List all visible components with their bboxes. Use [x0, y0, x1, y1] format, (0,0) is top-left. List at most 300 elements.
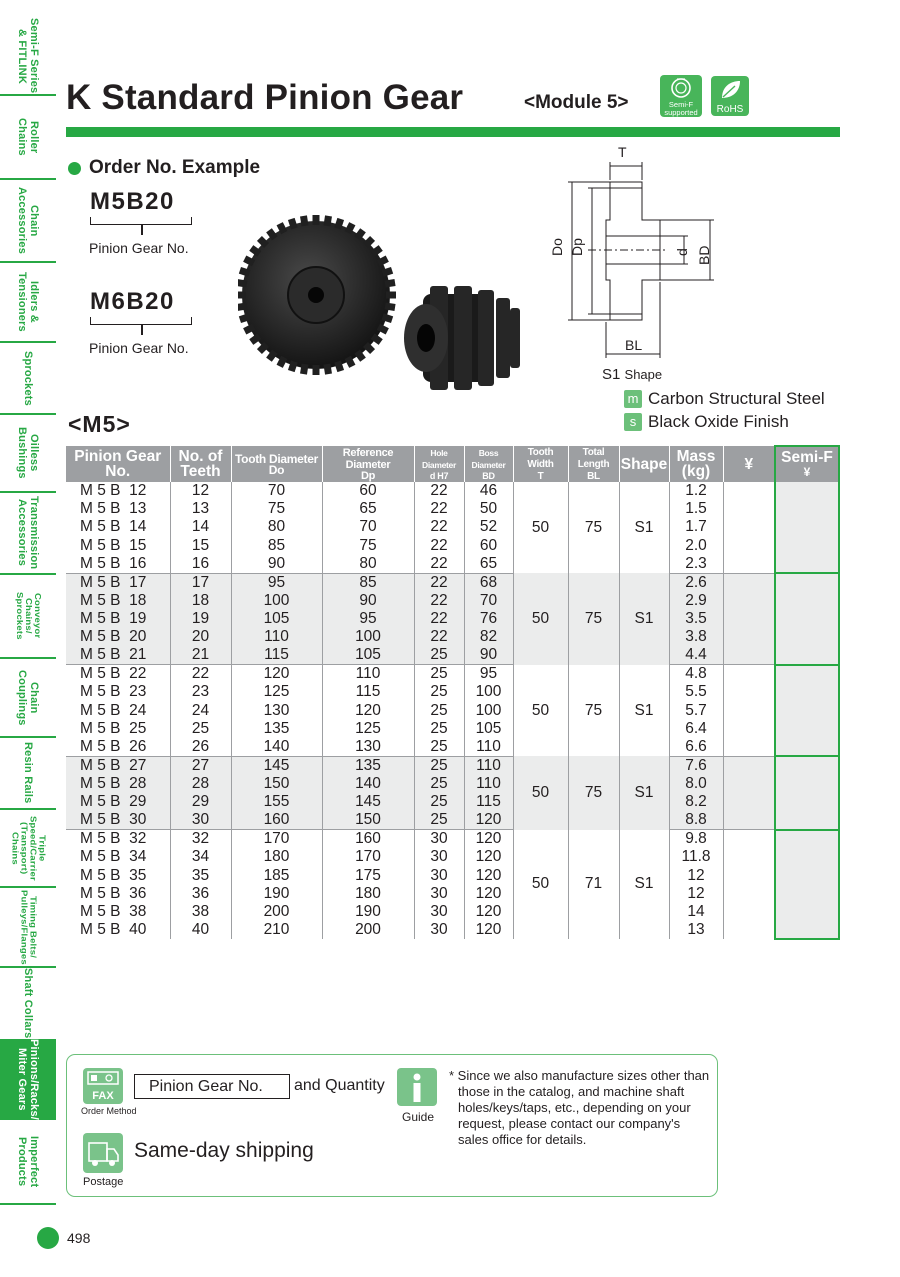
bracket-stem [141, 325, 143, 335]
cell-teeth: 25 [170, 720, 231, 738]
col-boss-diameter: Boss Diameter BD [464, 446, 513, 482]
cell-hole-diameter: 22 [414, 592, 464, 610]
cell-boss-diameter: 120 [464, 921, 513, 939]
cell-reference-diameter: 120 [322, 702, 414, 720]
cell-tooth-diameter: 190 [231, 885, 322, 903]
fax-caption: Order Method [81, 1106, 137, 1116]
cell-pinion-gear-no: M 5 B 14 [66, 518, 170, 536]
cell-semi-f-price [775, 518, 839, 536]
col-teeth: No. of Teeth [170, 446, 231, 482]
cell-teeth: 19 [170, 610, 231, 628]
dim-d: d [674, 248, 690, 256]
col-total-length: Total Length BL [568, 446, 619, 482]
cell-price [723, 702, 775, 720]
cell-tooth-diameter: 125 [231, 683, 322, 701]
table-row [66, 518, 839, 536]
shape-legend: S1 Shape [602, 366, 663, 383]
cell-boss-diameter: 100 [464, 702, 513, 720]
semi-f-badge: Semi-F supported [660, 75, 702, 117]
cell-tooth-diameter: 110 [231, 628, 322, 646]
cell-mass: 6.6 [669, 738, 723, 757]
cell-boss-diameter: 120 [464, 811, 513, 830]
cell-price [723, 610, 775, 628]
cell-pinion-gear-no: M 5 B 20 [66, 628, 170, 646]
cell-pinion-gear-no: M 5 B 16 [66, 555, 170, 574]
cell-reference-diameter: 100 [322, 628, 414, 646]
cell-boss-diameter: 52 [464, 518, 513, 536]
cell-hole-diameter: 22 [414, 500, 464, 518]
cell-hole-diameter: 25 [414, 646, 464, 665]
cell-pinion-gear-no: M 5 B 25 [66, 720, 170, 738]
sidebar-tab-label: Chain Couplings [16, 669, 40, 726]
cell-boss-diameter: 60 [464, 537, 513, 555]
cell-mass: 1.2 [669, 482, 723, 500]
cell-reference-diameter: 60 [322, 482, 414, 500]
cell-tooth-diameter: 105 [231, 610, 322, 628]
cell-hole-diameter: 30 [414, 903, 464, 921]
table-row [66, 720, 839, 738]
module-label: <Module 5> [524, 92, 629, 113]
cell-tooth-diameter: 170 [231, 830, 322, 849]
cell-price [723, 903, 775, 921]
cell-tooth-diameter: 70 [231, 482, 322, 500]
cell-tooth-diameter: 135 [231, 720, 322, 738]
cell-hole-diameter: 30 [414, 848, 464, 866]
cell-t: 50 [513, 573, 568, 665]
cell-hole-diameter: 22 [414, 573, 464, 592]
sidebar-tab-label: Transmission Accessories [16, 496, 40, 570]
code-bracket-1 [90, 217, 192, 225]
cell-price [723, 866, 775, 884]
cell-price [723, 628, 775, 646]
cell-tooth-diameter: 145 [231, 756, 322, 775]
table-row [66, 628, 839, 646]
cell-price [723, 738, 775, 757]
cell-semi-f-price [775, 811, 839, 830]
cell-tooth-diameter: 140 [231, 738, 322, 757]
material-carbon-steel: m Carbon Structural Steel [624, 389, 825, 409]
cell-bl: 75 [568, 482, 619, 573]
sidebar-tab[interactable] [0, 1120, 56, 1205]
cell-hole-diameter: 22 [414, 482, 464, 500]
cell-price [723, 848, 775, 866]
cell-boss-diameter: 120 [464, 848, 513, 866]
cell-reference-diameter: 135 [322, 756, 414, 775]
dim-BL: BL [625, 337, 643, 353]
sidebar-tab[interactable] [0, 493, 56, 575]
cell-hole-diameter: 22 [414, 555, 464, 574]
cell-teeth: 26 [170, 738, 231, 757]
order-code-1: M5B20 [90, 188, 175, 215]
cell-semi-f-price [775, 830, 839, 849]
cell-reference-diameter: 140 [322, 775, 414, 793]
table-group [66, 665, 839, 757]
cell-tooth-diameter: 180 [231, 848, 322, 866]
cell-semi-f-price [775, 738, 839, 757]
cell-semi-f-price [775, 775, 839, 793]
table-row [66, 646, 839, 665]
sidebar-tab-label: Resin Rails [22, 742, 34, 804]
cell-pinion-gear-no: M 5 B 36 [66, 885, 170, 903]
table-row [66, 683, 839, 701]
sidebar-tab[interactable] [0, 810, 56, 888]
cell-semi-f-price [775, 628, 839, 646]
table-group [66, 482, 839, 573]
cell-reference-diameter: 115 [322, 683, 414, 701]
col-semi-f-price: Semi-F ¥ [775, 446, 839, 482]
cell-reference-diameter: 70 [322, 518, 414, 536]
cell-reference-diameter: 75 [322, 537, 414, 555]
table-row [66, 811, 839, 830]
cell-teeth: 40 [170, 921, 231, 939]
cell-bl: 71 [568, 830, 619, 939]
cell-semi-f-price [775, 756, 839, 775]
code-label-1: Pinion Gear No. [89, 240, 189, 256]
same-day-shipping-label: Same-day shipping [134, 1139, 314, 1162]
cell-semi-f-price [775, 903, 839, 921]
cell-boss-diameter: 120 [464, 903, 513, 921]
cell-pinion-gear-no: M 5 B 30 [66, 811, 170, 830]
bullet-dot [68, 162, 81, 175]
cell-mass: 2.3 [669, 555, 723, 574]
cell-tooth-diameter: 160 [231, 811, 322, 830]
cell-mass: 6.4 [669, 720, 723, 738]
semi-f-coin-icon [660, 75, 702, 99]
cell-pinion-gear-no: M 5 B 38 [66, 903, 170, 921]
sidebar-tab-label: Roller Chains [16, 118, 40, 156]
table-row [66, 756, 839, 775]
cell-mass: 12 [669, 885, 723, 903]
dim-Do: Do [549, 238, 565, 256]
cell-reference-diameter: 65 [322, 500, 414, 518]
cell-boss-diameter: 68 [464, 573, 513, 592]
sidebar-tab[interactable] [0, 343, 56, 415]
sidebar-tab[interactable] [0, 659, 56, 738]
cell-reference-diameter: 125 [322, 720, 414, 738]
dim-Dp: Dp [569, 238, 585, 256]
cell-tooth-diameter: 90 [231, 555, 322, 574]
cell-teeth: 17 [170, 573, 231, 592]
table-row [66, 573, 839, 592]
cell-bl: 75 [568, 665, 619, 757]
code-bracket-2 [90, 317, 192, 325]
order-method-box [66, 1054, 718, 1197]
cell-teeth: 21 [170, 646, 231, 665]
cell-hole-diameter: 30 [414, 830, 464, 849]
cell-teeth: 22 [170, 665, 231, 684]
cell-tooth-diameter: 75 [231, 500, 322, 518]
table-header-row [66, 446, 839, 482]
sidebar-tab-label: Imperfect Products [16, 1135, 40, 1188]
sidebar-tab-label: Chain Accessories [16, 186, 40, 255]
cell-reference-diameter: 105 [322, 646, 414, 665]
cell-t: 50 [513, 665, 568, 757]
col-price: ¥ [723, 446, 775, 482]
cell-reference-diameter: 85 [322, 573, 414, 592]
sidebar-tab[interactable] [0, 96, 56, 180]
custom-order-note: * Since we also manufacture sizes other than those in the catalog, and machine shaft holes/keys/taps, etc., depending on your request, please contact our company's sales office for details. [449, 1068, 710, 1147]
cell-semi-f-price [775, 646, 839, 665]
cell-boss-diameter: 90 [464, 646, 513, 665]
cell-boss-diameter: 50 [464, 500, 513, 518]
cell-hole-diameter: 25 [414, 665, 464, 684]
cell-hole-diameter: 22 [414, 610, 464, 628]
svg-text:FAX: FAX [92, 1090, 114, 1102]
large-gear [238, 215, 396, 375]
cell-shape: S1 [619, 830, 669, 939]
table-row [66, 830, 839, 849]
cell-t: 50 [513, 830, 568, 939]
sidebar-tab[interactable] [0, 738, 56, 810]
cell-teeth: 32 [170, 830, 231, 849]
cell-boss-diameter: 110 [464, 738, 513, 757]
cell-hole-diameter: 30 [414, 921, 464, 939]
cell-shape: S1 [619, 482, 669, 573]
cell-tooth-diameter: 80 [231, 518, 322, 536]
cell-mass: 5.5 [669, 683, 723, 701]
cell-price [723, 885, 775, 903]
col-pinion-gear: Pinion Gear No. [66, 446, 170, 482]
guide-info-icon [397, 1068, 437, 1106]
cell-price [723, 646, 775, 665]
cell-semi-f-price [775, 573, 839, 592]
cell-mass: 8.2 [669, 793, 723, 811]
table-row [66, 848, 839, 866]
sidebar-tab[interactable] [0, 888, 56, 968]
sidebar-tab-label: Timing Belts/ Pulleys/Flanges [19, 889, 38, 965]
cell-reference-diameter: 160 [322, 830, 414, 849]
cell-boss-diameter: 120 [464, 866, 513, 884]
leaf-icon [711, 76, 749, 102]
table-group [66, 830, 839, 939]
col-reference-diameter: Reference Diameter Dp [322, 446, 414, 482]
cell-hole-diameter: 25 [414, 756, 464, 775]
cell-reference-diameter: 130 [322, 738, 414, 757]
cell-hole-diameter: 25 [414, 793, 464, 811]
cell-mass: 4.8 [669, 665, 723, 684]
cell-boss-diameter: 95 [464, 665, 513, 684]
cell-boss-diameter: 110 [464, 775, 513, 793]
cell-price [723, 830, 775, 849]
cell-mass: 4.4 [669, 646, 723, 665]
table-row [66, 921, 839, 939]
cell-tooth-diameter: 95 [231, 573, 322, 592]
cell-mass: 12 [669, 866, 723, 884]
cell-hole-diameter: 25 [414, 683, 464, 701]
bracket-stem [141, 225, 143, 235]
cell-pinion-gear-no: M 5 B 29 [66, 793, 170, 811]
cell-mass: 2.9 [669, 592, 723, 610]
table-row [66, 702, 839, 720]
sidebar-tab-label: Shaft Collars [22, 968, 34, 1039]
cell-t: 50 [513, 756, 568, 829]
cell-boss-diameter: 65 [464, 555, 513, 574]
sidebar-tab-label: Pinions/Racks/ Miter Gears [16, 1038, 40, 1121]
order-example-heading: Order No. Example [68, 157, 260, 179]
cell-semi-f-price [775, 683, 839, 701]
cell-price [723, 482, 775, 500]
sidebar-tab[interactable] [0, 415, 56, 493]
cell-mass: 11.8 [669, 848, 723, 866]
cell-hole-diameter: 30 [414, 866, 464, 884]
cell-pinion-gear-no: M 5 B 26 [66, 738, 170, 757]
cell-price [723, 775, 775, 793]
cell-mass: 14 [669, 903, 723, 921]
cell-hole-diameter: 25 [414, 720, 464, 738]
table-row [66, 610, 839, 628]
cell-hole-diameter: 22 [414, 628, 464, 646]
dim-BD: BD [696, 245, 712, 265]
cell-reference-diameter: 80 [322, 555, 414, 574]
sidebar-tab-label: Triple Speed/Carrier (Transport) Chains [10, 815, 47, 881]
sidebar-tab[interactable] [0, 263, 56, 343]
cell-hole-diameter: 25 [414, 775, 464, 793]
cell-hole-diameter: 25 [414, 702, 464, 720]
cell-shape: S1 [619, 665, 669, 757]
sidebar-tab[interactable] [0, 1038, 56, 1121]
cell-teeth: 15 [170, 537, 231, 555]
cell-pinion-gear-no: M 5 B 27 [66, 756, 170, 775]
col-tooth-width: Tooth Width T [513, 446, 568, 482]
sidebar-tab[interactable] [0, 18, 56, 96]
table-row [66, 555, 839, 574]
cell-boss-diameter: 120 [464, 885, 513, 903]
title-rule [66, 127, 840, 137]
cell-mass: 1.5 [669, 500, 723, 518]
sidebar-tab-label: Conveyor Chains/ Sprockets [14, 592, 43, 640]
cell-pinion-gear-no: M 5 B 13 [66, 500, 170, 518]
table-row [66, 885, 839, 903]
cell-price [723, 921, 775, 939]
cell-shape: S1 [619, 573, 669, 665]
material-black-oxide: s Black Oxide Finish [624, 412, 789, 432]
code-label-2: Pinion Gear No. [89, 340, 189, 356]
cell-semi-f-price [775, 921, 839, 939]
cell-boss-diameter: 100 [464, 683, 513, 701]
sidebar-tab[interactable] [0, 575, 56, 659]
cell-reference-diameter: 200 [322, 921, 414, 939]
cell-mass: 1.7 [669, 518, 723, 536]
cell-reference-diameter: 110 [322, 665, 414, 684]
cell-pinion-gear-no: M 5 B 15 [66, 537, 170, 555]
cell-mass: 7.6 [669, 756, 723, 775]
cell-price [723, 592, 775, 610]
cell-reference-diameter: 150 [322, 811, 414, 830]
table-row [66, 665, 839, 684]
cell-price [723, 793, 775, 811]
table-row [66, 903, 839, 921]
cell-bl: 75 [568, 573, 619, 665]
cell-hole-diameter: 22 [414, 518, 464, 536]
cell-boss-diameter: 110 [464, 756, 513, 775]
fax-icon [83, 1068, 123, 1104]
cell-semi-f-price [775, 793, 839, 811]
cell-price [723, 720, 775, 738]
cell-pinion-gear-no: M 5 B 22 [66, 665, 170, 684]
cell-semi-f-price [775, 482, 839, 500]
cell-semi-f-price [775, 592, 839, 610]
sidebar-tab[interactable] [0, 180, 56, 263]
cell-teeth: 34 [170, 848, 231, 866]
cell-tooth-diameter: 155 [231, 793, 322, 811]
col-hole-diameter: Hole Diameter d H7 [414, 446, 464, 482]
cell-teeth: 13 [170, 500, 231, 518]
cell-price [723, 500, 775, 518]
cell-teeth: 29 [170, 793, 231, 811]
cell-teeth: 18 [170, 592, 231, 610]
m5-section-heading: <M5> [68, 411, 131, 437]
cell-boss-diameter: 82 [464, 628, 513, 646]
cell-teeth: 20 [170, 628, 231, 646]
cell-teeth: 38 [170, 903, 231, 921]
sidebar-tab-label: Oilless Bushings [16, 427, 40, 479]
cell-boss-diameter: 115 [464, 793, 513, 811]
cell-pinion-gear-no: M 5 B 28 [66, 775, 170, 793]
table-group [66, 756, 839, 829]
pinion-gear-photo [238, 195, 528, 395]
table-group [66, 573, 839, 665]
cell-tooth-diameter: 200 [231, 903, 322, 921]
cell-semi-f-price [775, 555, 839, 574]
cell-price [723, 811, 775, 830]
cell-teeth: 30 [170, 811, 231, 830]
cell-semi-f-price [775, 720, 839, 738]
page-number-dot [37, 1227, 59, 1249]
col-mass: Mass (kg) [669, 446, 723, 482]
cell-mass: 9.8 [669, 830, 723, 849]
cell-semi-f-price [775, 866, 839, 884]
page-title: K Standard Pinion Gear [66, 78, 464, 117]
cell-semi-f-price [775, 665, 839, 684]
cell-mass: 2.0 [669, 537, 723, 555]
cell-pinion-gear-no: M 5 B 21 [66, 646, 170, 665]
cell-tooth-diameter: 130 [231, 702, 322, 720]
and-quantity-label: and Quantity [294, 1077, 385, 1094]
cell-tooth-diameter: 120 [231, 665, 322, 684]
cell-teeth: 35 [170, 866, 231, 884]
cell-price [723, 573, 775, 592]
dim-T: T [618, 144, 627, 160]
cell-price [723, 756, 775, 775]
cell-t: 50 [513, 482, 568, 573]
cell-pinion-gear-no: M 5 B 34 [66, 848, 170, 866]
cell-boss-diameter: 120 [464, 830, 513, 849]
cell-semi-f-price [775, 885, 839, 903]
table-row [66, 500, 839, 518]
order-code-2: M6B20 [90, 288, 175, 315]
sidebar-tab[interactable] [0, 968, 56, 1041]
sidebar-tab-label: Semi-F Series & FITLINK [16, 18, 40, 94]
table-row [66, 775, 839, 793]
page-number: 498 [67, 1230, 91, 1246]
cell-semi-f-price [775, 702, 839, 720]
cell-price [723, 665, 775, 684]
cell-pinion-gear-no: M 5 B 17 [66, 573, 170, 592]
cell-teeth: 23 [170, 683, 231, 701]
postage-caption: Postage [83, 1176, 124, 1188]
cell-pinion-gear-no: M 5 B 18 [66, 592, 170, 610]
cell-tooth-diameter: 100 [231, 592, 322, 610]
table-row [66, 793, 839, 811]
cell-tooth-diameter: 210 [231, 921, 322, 939]
cell-tooth-diameter: 150 [231, 775, 322, 793]
cell-tooth-diameter: 85 [231, 537, 322, 555]
guide-caption: Guide [402, 1110, 435, 1124]
cell-pinion-gear-no: M 5 B 23 [66, 683, 170, 701]
cell-boss-diameter: 46 [464, 482, 513, 500]
sidebar-tab-label: Sprockets [22, 350, 34, 406]
cell-hole-diameter: 25 [414, 811, 464, 830]
